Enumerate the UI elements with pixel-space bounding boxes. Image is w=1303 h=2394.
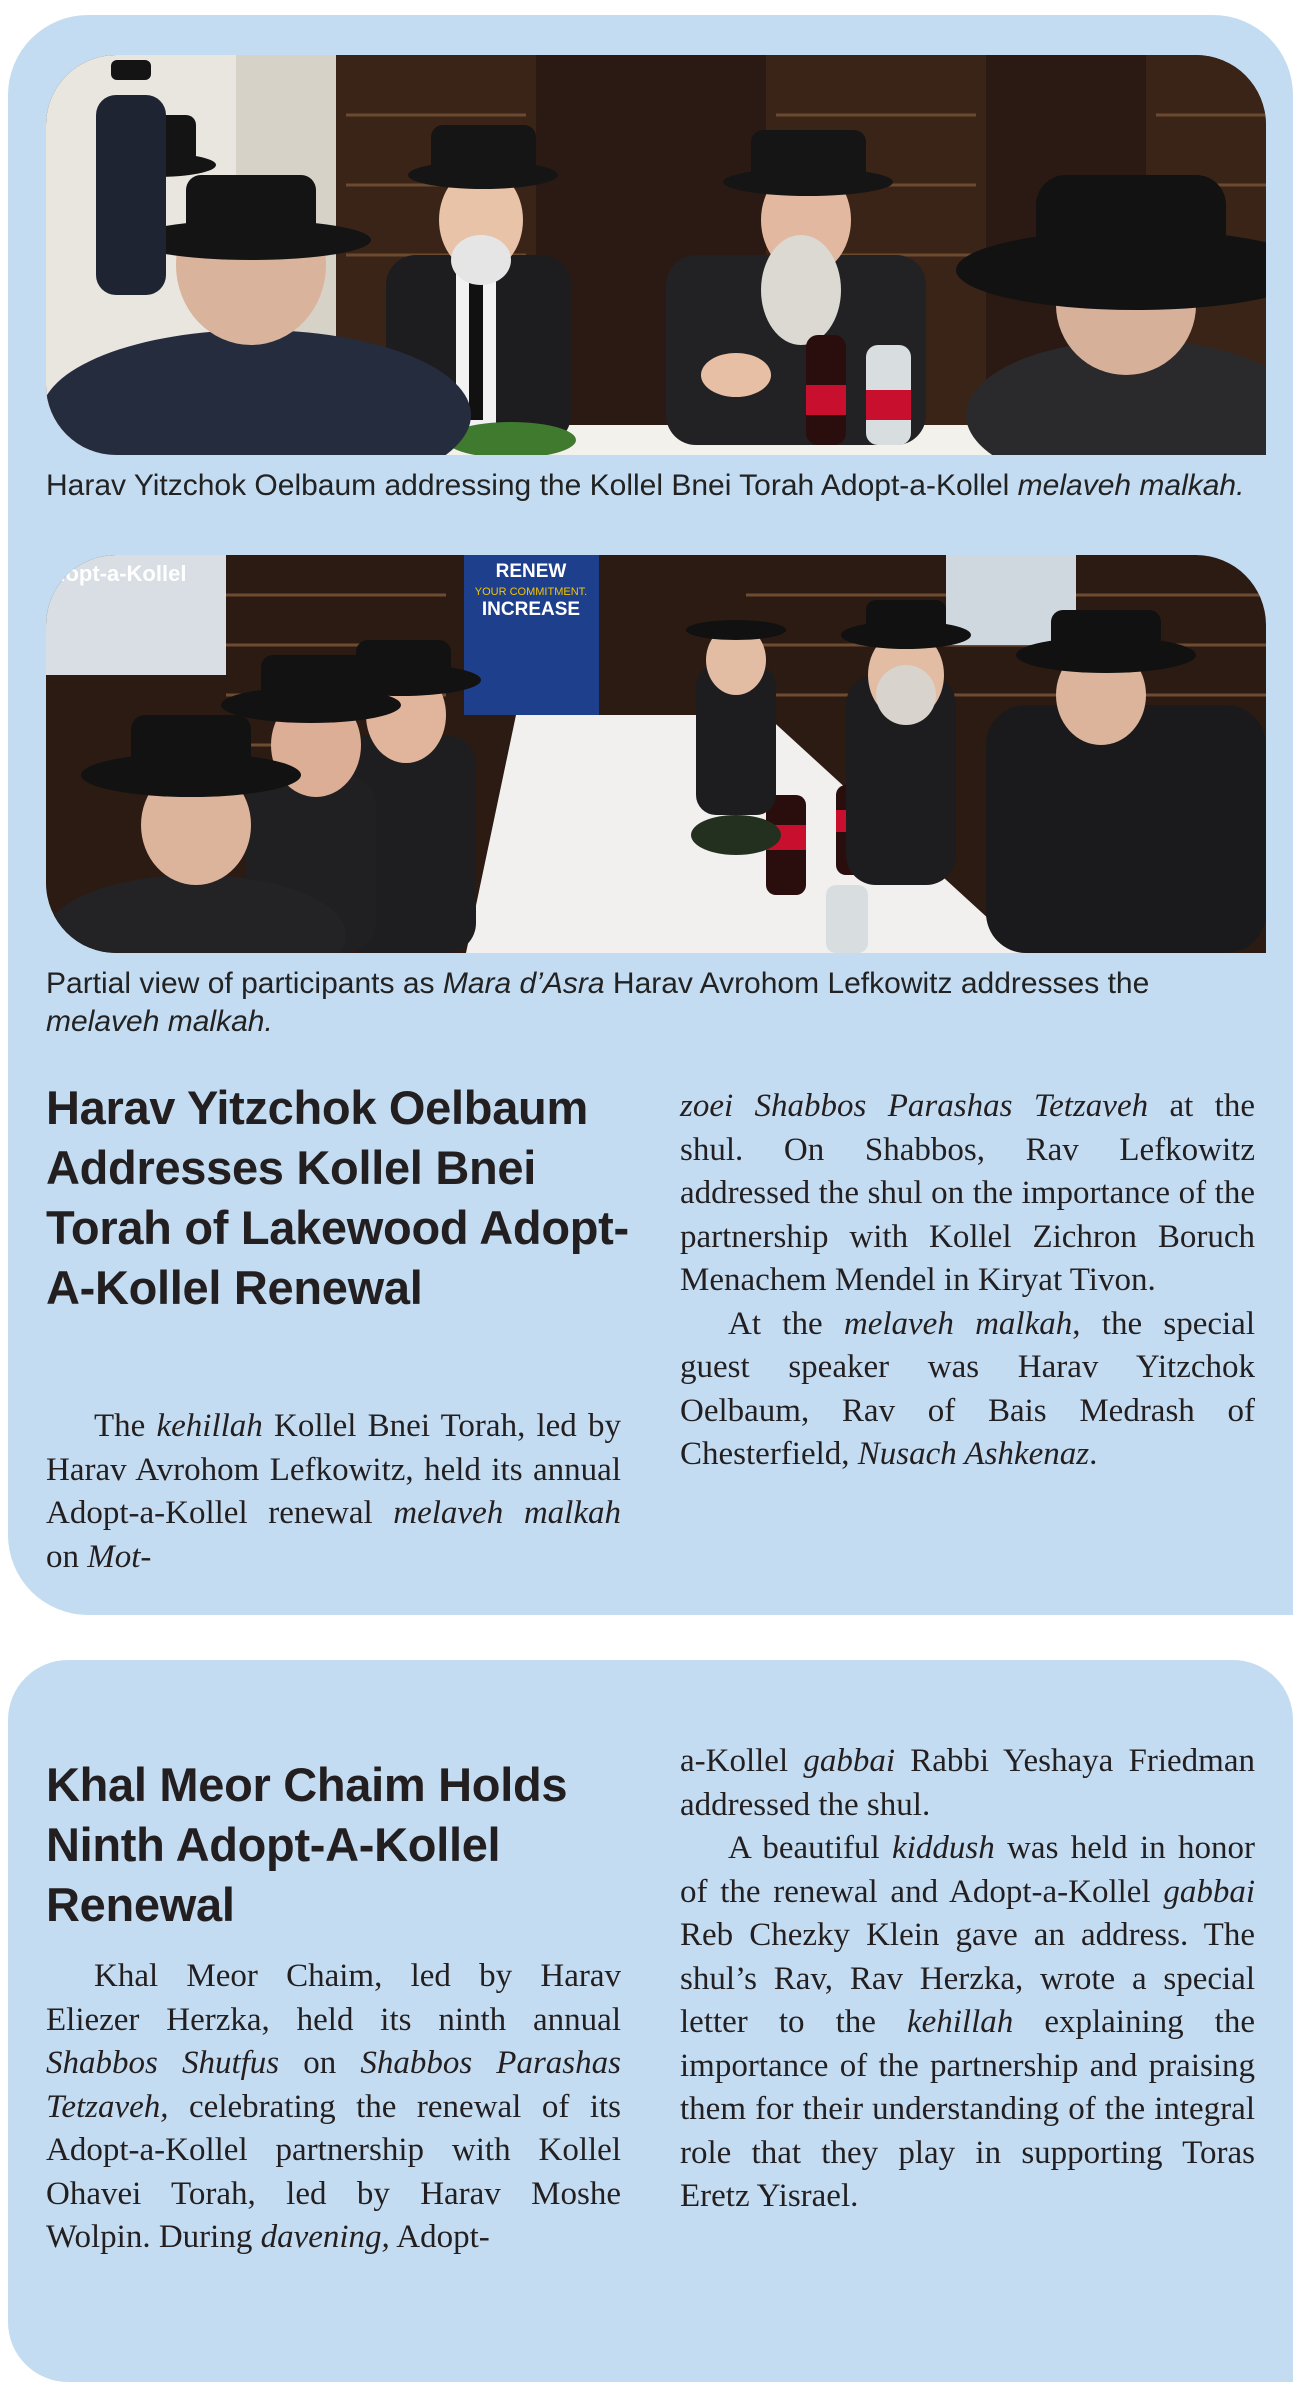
article-panel-meor-chaim: [8, 1660, 1293, 2382]
split-mot: Mot-: [87, 1538, 152, 1575]
article-panel-oelbaum: [8, 15, 1293, 1615]
article2-paragraph-1b: a-Kollel gabbai Rabbi Yeshaya Friedman addressed the shul.: [680, 1743, 1255, 1823]
screen-text: dopt-a-Kollel: [52, 561, 187, 586]
split-a-kollel: a-Kollel: [680, 1743, 804, 1779]
article1-paragraph-1b: zoei Shabbos Parashas Tetzaveh at the shul. On Shabbos, Rav Lefkowitz addressed the shul on the importance of the partnership with Kollel Zichron Boruch Menachem Mendel in Kiryat Tivon.: [680, 1088, 1255, 1298]
split-zoei: zoei Shabbos Parashas Tetzaveh: [680, 1088, 1149, 1124]
article2-paragraph-1a: Khal Meor Chaim, led by Harav Eliezer Herzka, held its ninth annual Shabbos Shutfus on Shabbos Parashas Tetzaveh, celebrating the renewal of its Adopt-a-Kollel partnership with Kollel Ohavei Torah, led by Harav Moshe Wolpin. During davening, Adopt-: [46, 1958, 621, 2255]
article1-column-right: [680, 1085, 1255, 1477]
photo-participants: [46, 555, 1266, 953]
split-adopt: Adopt-: [389, 2219, 490, 2255]
article2-paragraph-2: A beautiful kiddush was held in honor of the renewal and Adopt-a-Kollel gabbai Reb Chezky Klein gave an address. The shul’s Rav, Rav Herzka, wrote a special letter to the kehillah explaining the importance of the partnership and praising them for their understanding of the integral role that they play in supporting Toras Eretz Yisrael.: [680, 1830, 1255, 2214]
photo-oelbaum-addressing: [46, 55, 1266, 455]
article2-column-right: [680, 1740, 1255, 2219]
article2-column-left: [46, 1955, 621, 2260]
banner-line2: YOUR COMMITMENT.: [474, 586, 588, 598]
banner-line3: INCREASE: [481, 599, 581, 620]
headline-oelbaum: Harav Yitzchok Oelbaum Addresses Kollel Bnei Torah of Lakewood Adopt-A-Kollel Renewal: [46, 1081, 629, 1314]
photo1-caption: Harav Yitzchok Oelbaum addressing the Kollel Bnei Torah Adopt-a-Kollel melaveh malkah.: [46, 469, 1245, 502]
headline-meor-chaim: Khal Meor Chaim Holds Ninth Adopt-A-Kollel Renewal: [46, 1758, 568, 1931]
article1-column-left: [46, 1405, 621, 1579]
photo2-caption: Partial view of participants as Mara d’Asra Harav Avrohom Lefkowitz addresses the melaveh malkah.: [46, 967, 1150, 1038]
article1-paragraph-2: At the melaveh malkah, the special guest speaker was Harav Yitzchok Oelbaum, Rav of Bais Medrash of Chesterfield, Nusach Ashkenaz.: [680, 1305, 1255, 1472]
banner-line1: RENEW: [495, 561, 567, 582]
article1-paragraph-1a: The kehillah Kollel Bnei Torah, led by Harav Avrohom Lefkowitz, held its annual Adopt-a-Kollel renewal melaveh malkah on Mot-: [46, 1408, 621, 1575]
